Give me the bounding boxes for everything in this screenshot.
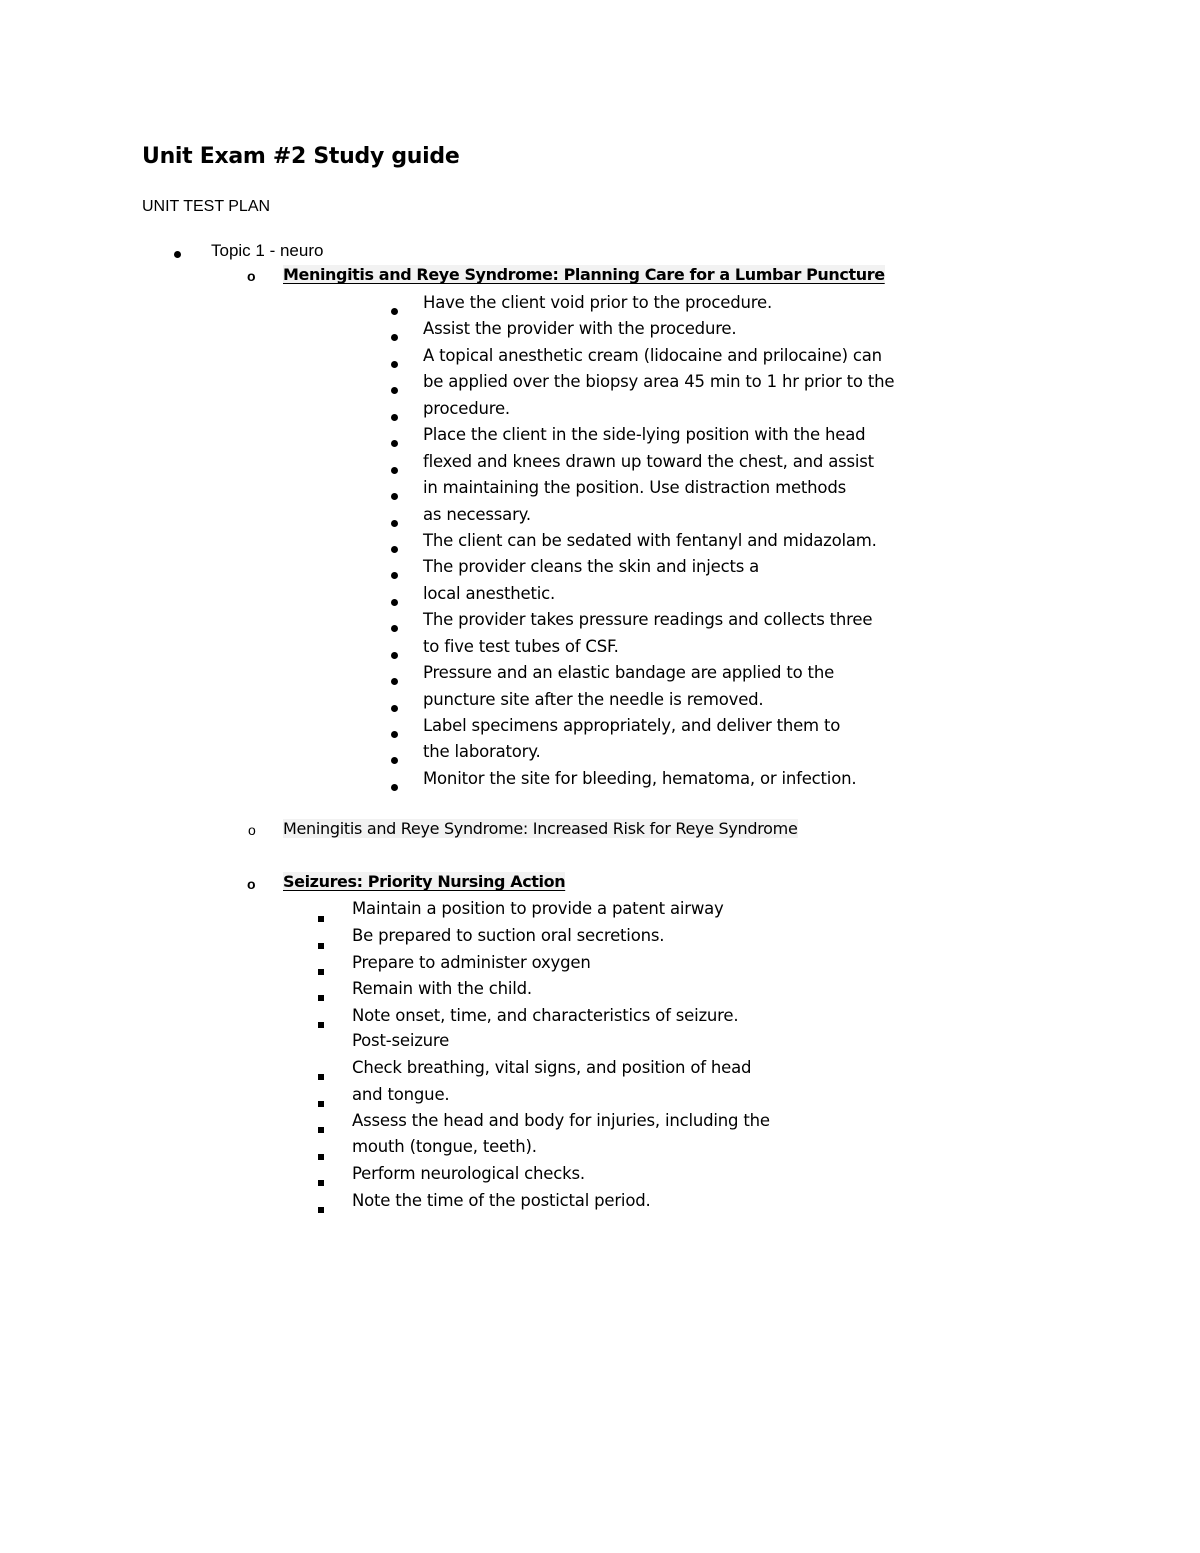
list-item: as necessary. <box>423 505 531 524</box>
bullet-icon <box>391 406 398 425</box>
list-item: Note the time of the postictal period. <box>352 1191 651 1210</box>
list-item: Have the client void prior to the procedure. <box>423 293 772 312</box>
square-bullet-icon <box>318 907 324 926</box>
bullet-icon <box>391 644 398 663</box>
document-title: Unit Exam #2 Study guide <box>142 144 460 169</box>
bullet-icon <box>391 670 398 689</box>
bullet-icon <box>391 326 398 345</box>
post-seizure-label: Post-seizure <box>352 1031 450 1050</box>
topic-label: Topic 1 - neuro <box>211 241 324 260</box>
list-item: Label specimens appropriately, and deliver them to <box>423 716 841 735</box>
list-item: mouth (tongue, teeth). <box>352 1137 537 1156</box>
bullet-icon <box>391 512 398 531</box>
list-item: in maintaining the position. Use distraction methods <box>423 478 846 497</box>
list-item: Assist the provider with the procedure. <box>423 319 737 338</box>
square-bullet-icon <box>318 1145 324 1164</box>
list-item: Monitor the site for bleeding, hematoma, or infection. <box>423 769 857 788</box>
bullet-icon <box>391 776 398 795</box>
square-bullet-icon <box>318 1092 324 1111</box>
bullet-icon <box>391 379 398 398</box>
square-bullet-icon <box>318 1198 324 1217</box>
bullet-icon <box>391 432 398 451</box>
list-item: Maintain a position to provide a patent airway <box>352 899 724 918</box>
bullet-icon <box>174 243 181 262</box>
list-item: Place the client in the side-lying position with the head <box>423 425 866 444</box>
bullet-icon <box>391 300 398 319</box>
square-bullet-icon <box>318 960 324 979</box>
section-heading-lumbar-puncture: Meningitis and Reye Syndrome: Planning Care for a Lumbar Puncture <box>283 265 885 284</box>
square-bullet-icon <box>318 986 324 1005</box>
list-item: The provider cleans the skin and injects a <box>423 557 760 576</box>
bullet-icon <box>391 564 398 583</box>
sub-bullet-icon: o <box>247 268 256 284</box>
list-item: local anesthetic. <box>423 584 556 603</box>
list-item: The client can be sedated with fentanyl and midazolam. <box>423 531 877 550</box>
square-bullet-icon <box>318 1118 324 1137</box>
square-bullet-icon <box>318 1065 324 1084</box>
list-item: Pressure and an elastic bandage are applied to the <box>423 663 835 682</box>
bullet-icon <box>391 538 398 557</box>
list-item: Prepare to administer oxygen <box>352 953 591 972</box>
square-bullet-icon <box>318 1013 324 1032</box>
list-item: be applied over the biopsy area 45 min to 1 hr prior to the <box>423 372 895 391</box>
document-subtitle: UNIT TEST PLAN <box>142 198 271 215</box>
bullet-icon <box>391 749 398 768</box>
bullet-icon <box>391 485 398 504</box>
list-item: Be prepared to suction oral secretions. <box>352 926 665 945</box>
list-item: flexed and knees drawn up toward the chest, and assist <box>423 452 874 471</box>
list-item: Check breathing, vital signs, and position of head <box>352 1058 752 1077</box>
list-item: the laboratory. <box>423 742 541 761</box>
list-item: procedure. <box>423 399 510 418</box>
bullet-icon <box>391 591 398 610</box>
list-item: puncture site after the needle is removed. <box>423 690 764 709</box>
sub-bullet-icon: o <box>247 876 256 892</box>
square-bullet-icon <box>318 1171 324 1190</box>
section-heading-reye-risk: Meningitis and Reye Syndrome: Increased Risk for Reye Syndrome <box>283 819 798 838</box>
bullet-icon <box>391 617 398 636</box>
list-item: Note onset, time, and characteristics of seizure. <box>352 1006 739 1025</box>
list-item: A topical anesthetic cream (lidocaine and prilocaine) can <box>423 346 882 365</box>
bullet-icon <box>391 697 398 716</box>
sub-bullet-icon: o <box>248 822 256 838</box>
bullet-icon <box>391 459 398 478</box>
list-item: Perform neurological checks. <box>352 1164 585 1183</box>
list-item: Remain with the child. <box>352 979 532 998</box>
square-bullet-icon <box>318 934 324 953</box>
list-item: to five test tubes of CSF. <box>423 637 619 656</box>
section-heading-seizures: Seizures: Priority Nursing Action <box>283 872 566 891</box>
list-item: The provider takes pressure readings and collects three <box>423 610 873 629</box>
bullet-icon <box>391 353 398 372</box>
list-item: Assess the head and body for injuries, including the <box>352 1111 770 1130</box>
bullet-icon <box>391 723 398 742</box>
list-item: and tongue. <box>352 1085 450 1104</box>
